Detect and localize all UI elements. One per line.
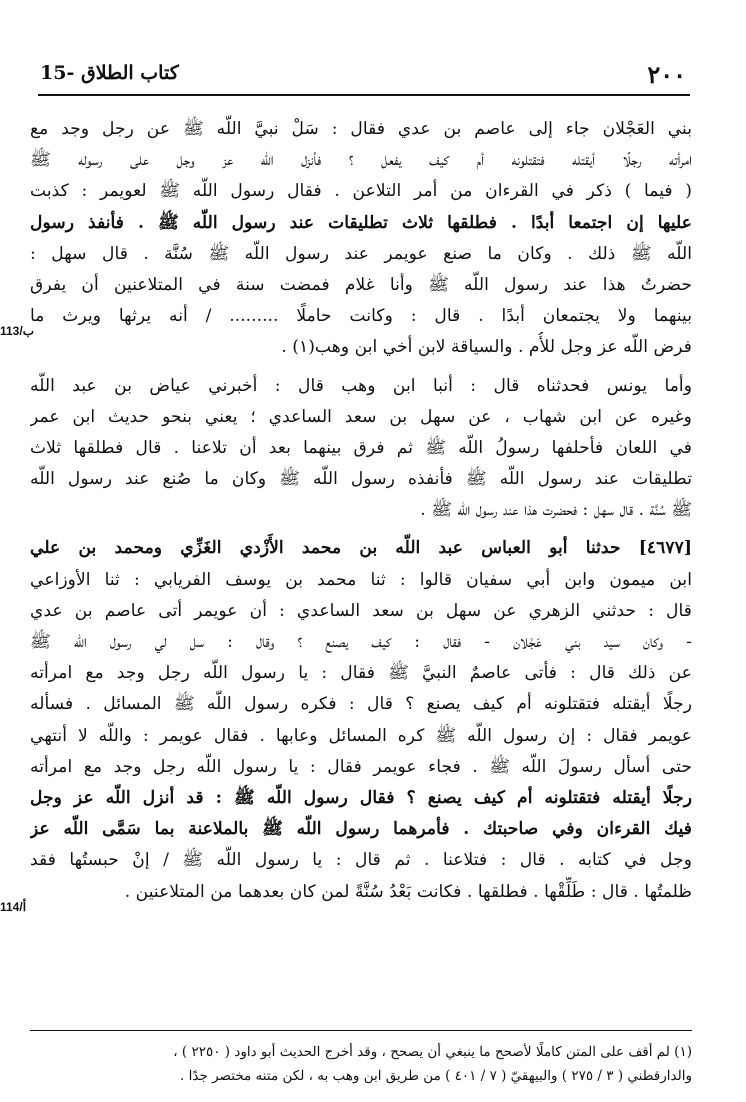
text-line: ابن ميمون وابن أبي سفيان قالوا : ثنا محمد بن يوسف الفريابي : ثنا الأوزاعي bbox=[30, 569, 692, 590]
text-line: عويمر فقال : إن رسول اللّه ﷺ كره المسائل وعابها . فقال عويمر : واللّه لا أنتهي bbox=[30, 725, 692, 746]
margin-note-folio-113b: 113/ب bbox=[0, 324, 34, 338]
text-line: ﷺ سُنَّة . قال سهل : فحضرت هذا عند رسول اللّه ﷺ . bbox=[420, 500, 692, 521]
main-text bbox=[30, 114, 692, 915]
footnote-line: (١) لم أقف على المتن كاملًا لأصحح ما ينبغي أن يصحح ، وقد أخرج الحديث أبو داود ( ٢٢٥٠ ) ، bbox=[173, 1044, 692, 1060]
text-line: رجلًا أيقتله فتقتلونه أم كيف يصنع ؟ قال : فكره رسول اللّه ﷺ المسائل . فسأله bbox=[30, 694, 692, 715]
text-line: فيك القرءان وفي صاحبتك . فأمرهما رسول اللّه ﷺ بالملاعنة بما سَمَّى اللّه عز bbox=[30, 819, 692, 840]
text-line: ظلمتُها . قال : طَلِّقْها . فطلقها . فكانت بَعْدُ سُنَّةً لمن كان بعدهما من المتلاعنين . bbox=[124, 881, 692, 902]
page-number: ٢٠٠ bbox=[647, 60, 686, 89]
text-line: حضرتُ هذا عند رسول اللّه ﷺ وأنا غلام فمضت سنة في المتلاعنين أن يفرق bbox=[30, 274, 692, 295]
text-line: بني العَجْلان جاء إلى عاصم بن عدي فقال : سَلْ نبيَّ اللّه ﷺ عن رجل وجد مع bbox=[30, 119, 692, 139]
running-title: 15- كتاب الطلاق bbox=[40, 62, 179, 84]
text-line: وغيره عن ابن شهاب ، عن سهل بن سعد الساعدي ؛ يعني بنحو حديث ابن عمر bbox=[30, 406, 692, 427]
text-line: تطليقات عند رسول اللّه ﷺ فأنفذه رسول اللّه ﷺ وكان ما صُنع عند رسول اللّه bbox=[30, 469, 692, 490]
footnote-line: والدارقطني ( ٣ / ٢٧٥ ) والبيهقيّ ( ٧ / ٤٠١ ) من طريق ابن وهب به ، لكن متنه مختصر جدًا . bbox=[180, 1068, 692, 1084]
page-header bbox=[38, 58, 690, 96]
text-line: امرأته رجلًا أيقتله فتقتلونه أم كيف يفعل ؟ فأنزل اللّه عز وجل على رسوله ﷺ bbox=[30, 150, 692, 171]
text-line: عن ذلك قال : فأتى عاصمٌ النبيَّ ﷺ فقال : يا رسول اللّه رجل وجد مع امرأته bbox=[30, 663, 692, 684]
text-line: حتى أسأل رسولَ اللّه ﷺ . فجاء عويمر فقال : يا رسول اللّه رجل وجد مع امرأته bbox=[30, 756, 692, 777]
text-line: فرض اللّه عز وجل للأُم . والسياقة لابن أخي ابن وهب(١) . bbox=[281, 337, 692, 358]
text-line: وأما يونس فحدثناه قال : أنبا ابن وهب قال : أخبرني عياض بن عبد اللّه bbox=[30, 375, 692, 396]
paragraph-1 bbox=[30, 114, 692, 364]
text-line: بينهما ولا يجتمعان أبدًا . قال : وكانت حاملًا ......... / أنه يرثها ويرث ما bbox=[30, 306, 692, 327]
text-line: وجل في كتابه . قال : فتلاعنا . ثم قال : يا رسول اللّه ﷺ / إنْ حبستُها فقد bbox=[30, 850, 692, 871]
text-line: رجلًا أيقتله فتقتلونه أم كيف يصنع ؟ فقال رسول اللّه ﷺ : قد أنزل اللّه عز وجل bbox=[30, 787, 692, 808]
margin-note-folio-114a: 114/أ bbox=[0, 900, 27, 914]
text-line: قال : حدثني الزهري عن سهل بن سعد الساعدي : أن عويمر أتى عاصم بن عدي bbox=[30, 600, 692, 621]
text-line: - وكان سيد بني عَجْلان - فقال : كيف يصنع ؟ وقال : سل لي رسول اللّه ﷺ bbox=[30, 632, 692, 652]
hadith-heading-line: [٤٦٧٧] حدثنا أبو العباس عبد اللّه بن محمد الأَزْدي الغَزِّي ومحمد بن علي bbox=[30, 538, 692, 559]
paragraph-2 bbox=[30, 371, 692, 527]
text-line: ( فيما ) ذكر في القرءان من أمر التلاعن . فقال رسول اللّه ﷺ لعويمر : كذبت bbox=[30, 181, 692, 202]
footnote-separator bbox=[30, 1030, 692, 1031]
text-line: عليها إن اجتمعا أبدًا . فطلقها ثلاث تطليقات عند رسول اللّه ﷺ . فأنفذ رسول bbox=[30, 212, 692, 233]
paragraph-3 bbox=[30, 533, 692, 907]
text-line: اللّه ﷺ ذلك . وكان ما صنع عويمر عند رسول اللّه ﷺ سُنَّة . قال سهل : bbox=[30, 243, 692, 264]
footnotes bbox=[30, 1040, 692, 1088]
text-line: في اللعان فأحلفها رسولُ اللّه ﷺ ثم فرق بينهما بعد أن تلاعنا . قال فطلقها ثلاث bbox=[30, 437, 692, 458]
